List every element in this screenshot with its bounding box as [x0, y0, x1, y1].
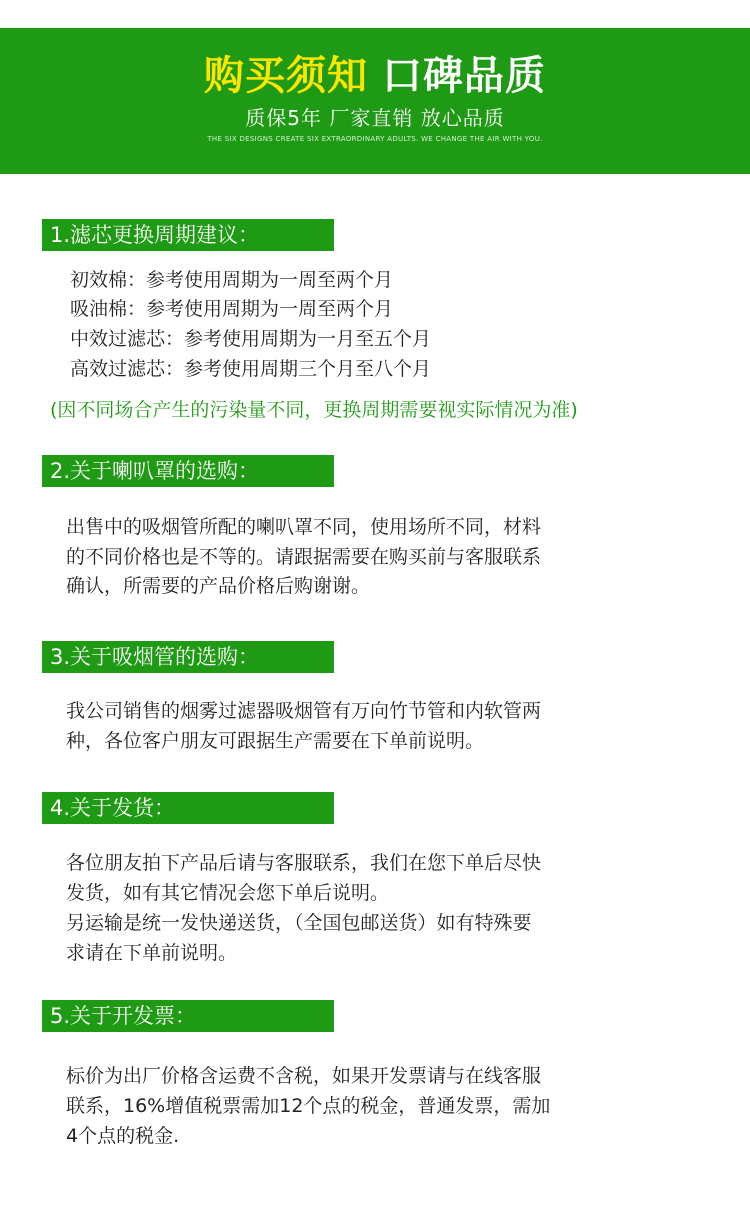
banner-title-highlight: 购买须知: [204, 53, 368, 99]
header-banner: [0, 28, 750, 174]
banner-title-rest: 口碑品质: [382, 53, 546, 99]
section-1-line: 吸油棉：参考使用周期为一周至两个月: [70, 298, 394, 320]
section-3-line: 种，各位客户朋友可跟据生产需要在下单前说明。: [66, 730, 485, 752]
section-2-line: 的不同价格也是不等的。请跟据需要在购买前与客服联系: [66, 546, 542, 568]
section-1-line: 初效棉：参考使用周期为一周至两个月: [70, 269, 394, 291]
section-5-line: 标价为出厂价格含运费不含税，如果开发票请与在线客服: [66, 1065, 542, 1087]
section-4-line: 发货，如有其它情况会您下单后说明。: [66, 882, 390, 904]
section-3-heading: 3.关于吸烟管的选购：: [42, 641, 334, 673]
section-3-line: 我公司销售的烟雾过滤器吸烟管有万向竹节管和内软管两: [66, 700, 542, 722]
section-2-line: 确认，所需要的产品价格后购谢谢。: [66, 575, 371, 597]
section-4-line: 另运输是统一发快递送货，（全国包邮送货）如有特殊要: [66, 912, 532, 934]
section-1-line: 中效过滤芯：参考使用周期为一月至五个月: [70, 328, 432, 350]
section-4-heading: 4.关于发货：: [42, 792, 334, 824]
banner-subtitle: 质保5年 厂家直销 放心品质: [245, 106, 505, 130]
section-1-heading: 1.滤芯更换周期建议：: [42, 219, 334, 251]
section-4-line: 各位朋友拍下产品后请与客服联系，我们在您下单后尽快: [66, 852, 542, 874]
section-1-line: 高效过滤芯：参考使用周期三个月至八个月: [70, 358, 432, 380]
section-5-line: 4个点的税金.: [66, 1125, 180, 1147]
section-1-note: (因不同场合产生的污染量不同，更换周期需要视实际情况为准): [50, 399, 578, 421]
section-2-heading: 2.关于喇叭罩的选购：: [42, 455, 334, 487]
section-5-line: 联系，16%增值税票需加12个点的税金，普通发票，需加: [66, 1095, 551, 1117]
section-4-line: 求请在下单前说明。: [66, 942, 238, 964]
banner-title: [0, 52, 750, 100]
section-5-heading: 5.关于开发票：: [42, 1000, 334, 1032]
section-2-line: 出售中的吸烟管所配的喇叭罩不同，使用场所不同，材料: [66, 516, 542, 538]
banner-english-tagline: THE SIX DESIGNS CREATE SIX EXTRAORDINARY ADULTS. WE CHANGE THE AIR WITH YOU.: [207, 135, 543, 143]
